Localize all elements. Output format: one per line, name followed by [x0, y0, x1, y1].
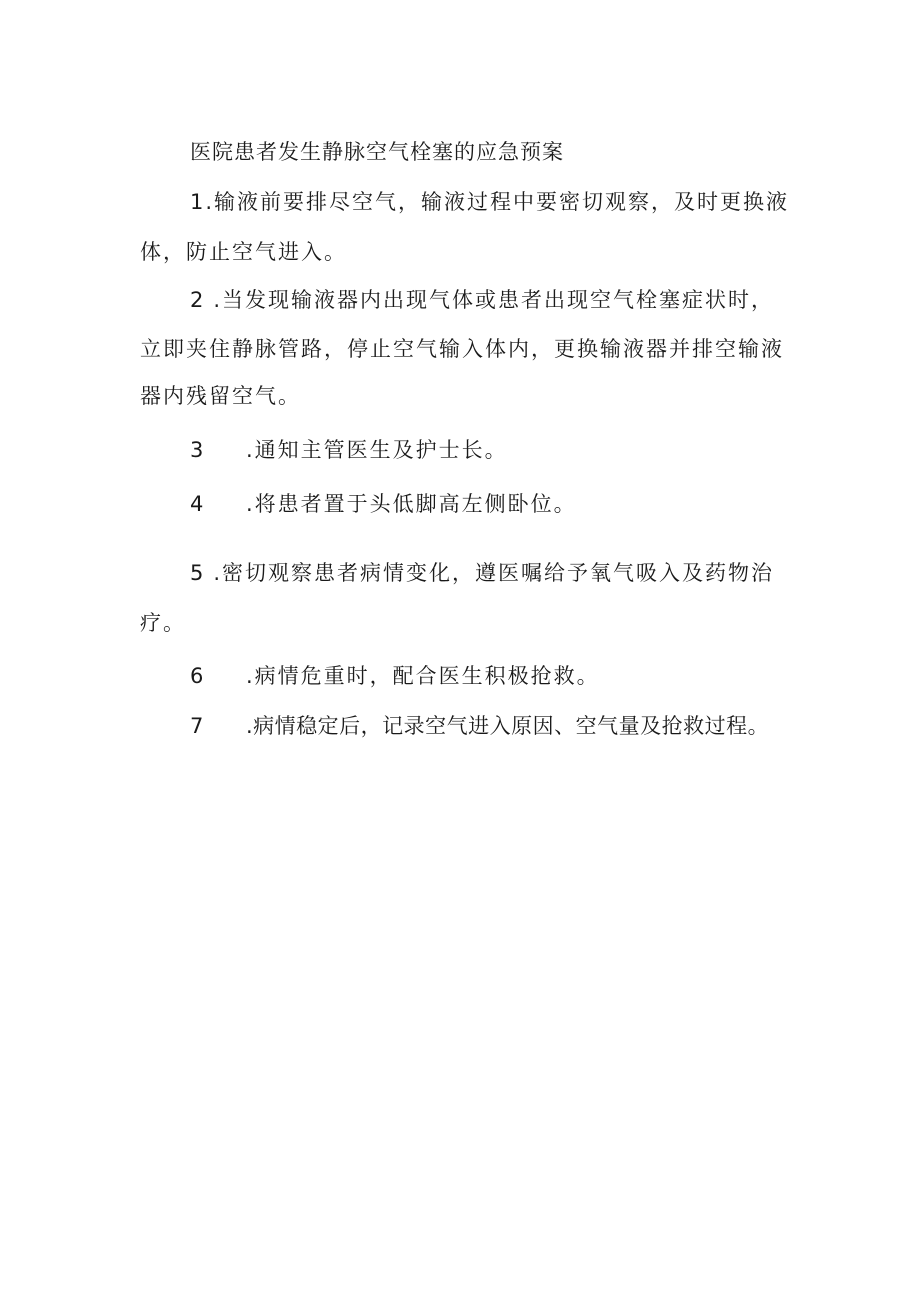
item-6-number: 6: [190, 664, 206, 688]
item-3-text-1: .通知主管医生及护士长。: [246, 438, 508, 462]
item-2-text-2: 立即夹住静脉管路，停止空气输入体内，更换输液器并排空输液: [140, 337, 784, 361]
item-4-text-1: .将患者置于头低脚高左侧卧位。: [246, 492, 577, 516]
item-5-line-2: [140, 607, 186, 637]
item-5-line-1: [190, 557, 774, 587]
document-title: 医院患者发生静脉空气栓塞的应急预案: [190, 140, 564, 164]
item-2-text-1: .当发现输液器内出现气体或患者出现空气栓塞症状时，: [213, 288, 775, 312]
item-1-text-2: 体，防止空气进入。: [140, 240, 347, 264]
item-7-text-1: .病情稳定后，记录空气进入原因、空气量及抢救过程。: [246, 714, 770, 738]
item-1-text-1: 输液前要排尽空气，输液过程中要密切观察，及时更换液: [214, 190, 790, 214]
item-6-line-1: [190, 660, 600, 690]
item-5-text-2: 疗。: [140, 611, 186, 635]
item-5-text-1: .密切观察患者病情变化，遵医嘱给予氧气吸入及药物治: [213, 561, 775, 585]
item-7-number: 7: [190, 714, 204, 738]
item-2-text-3: 器内残留空气。: [140, 384, 301, 408]
item-1-line-1: [190, 186, 789, 216]
item-5-number: 5: [190, 561, 206, 585]
item-6-text-1: .病情危重时，配合医生积极抢救。: [246, 664, 600, 688]
item-1-number: 1.: [190, 190, 215, 214]
item-7-line-1: [190, 710, 769, 740]
item-3-line-1: [190, 434, 508, 464]
item-2-line-1: [190, 284, 774, 314]
item-3-number: 3: [190, 438, 206, 462]
item-1-line-2: [140, 236, 347, 266]
item-4-number: 4: [190, 492, 206, 516]
item-2-number: 2: [190, 288, 206, 312]
item-2-line-2: [140, 333, 784, 363]
item-2-line-3: [140, 380, 301, 410]
item-4-line-1: [190, 488, 577, 518]
